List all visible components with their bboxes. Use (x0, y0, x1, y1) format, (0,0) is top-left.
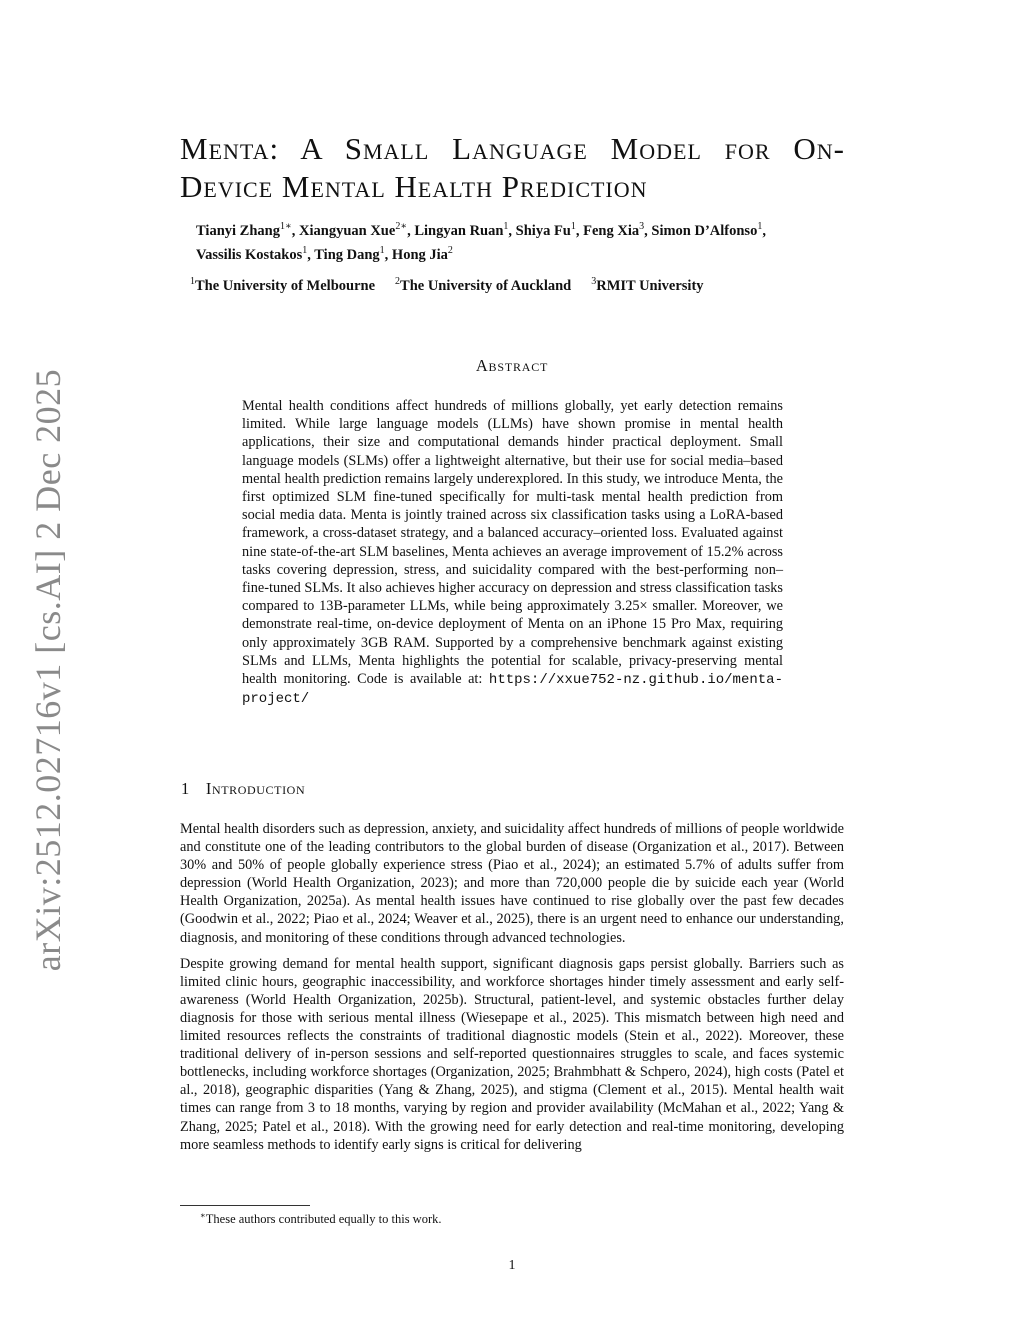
author-marks: 2 (447, 244, 453, 256)
author-marks: 1 (379, 244, 385, 256)
affiliation-mark: 2 (395, 276, 401, 287)
author-name: Hong Jia (391, 246, 448, 263)
author-name: Tianyi Zhang (196, 222, 280, 239)
footnote (200, 1210, 442, 1227)
author-marks: 1 (757, 221, 763, 232)
abstract-text (242, 397, 783, 708)
footnote-mark: ∗ (200, 1210, 206, 1220)
section-title: Introduction (205, 779, 306, 798)
paper-title (180, 130, 845, 206)
affiliation-item (395, 276, 571, 295)
author-name: Xiangyuan Xue (299, 222, 396, 239)
affiliation-name: The University of Auckland (400, 277, 572, 294)
affiliation-name: RMIT University (596, 277, 704, 294)
footnote-text: These authors contributed equally to this work. (205, 1212, 442, 1227)
introduction-body (180, 820, 844, 1162)
affiliation-item (190, 276, 375, 295)
author-list: Tianyi Zhang$^{1∗}$, Xiangyuan Xue$^{2∗}$, Lingyan Ruan$^1$, Shiya Fu$^1$, Feng Xia$^3$, Simon D’Alfonso$^1$, Vassilis Kostakos$^1$, Ting Dang$^1$, Hong Jia$^2$ (196, 221, 766, 263)
introduction-paragraph: Despite growing demand for mental health support, significant diagnosis gaps persist globally. Barriers such as limited clinic hours, geographic inaccessibility, and workforce shortages hinder timely assessment and early self-awareness (World Health Organization, 2025b). Structural, patient-level, and systemic obstacles further delay diagnosis for those with serious mental illness (Wiesepape et al., 2025). This mismatch between high need and limited resources reflects the constraints of traditional diagnostic models (Stein et al., 2022). Moreover, these traditional delivery of in-person sessions and self-reported questionnaires struggles to scale, and faces systemic bottlenecks, including workforce shortages (Organization, 2025; Brahmbhatt & Schpero, 2024), high costs (Patel et al., 2018), geographic disparities (Yang & Zhang, 2025), and stigma (Clement et al., 2015). Mental health wait times can range from 3 to 18 months, varying by region and provider availability (McMahan et al., 2022; Yang & Zhang, 2025; Patel et al., 2018). With the growing need for early detection and real-time monitoring, developing more seamless methods to identify early signs is critical for delivering (180, 955, 844, 1153)
author-marks: 2∗ (395, 221, 408, 232)
author-name: Vassilis Kostakos (196, 246, 303, 263)
affiliation-mark: 1 (190, 276, 195, 287)
section-heading-introduction (181, 779, 305, 799)
abstract-paragraph: Mental health conditions affect hundreds of millions globally, yet early detection remains limited. While large language models (LLMs) have shown promise in mental health applications, their size and computational demands hinder practical deployment. Small language models (SLMs) offer a lightweight alternative, but their use for social media–based mental health prediction remains largely underexplored. In this study, we introduce Menta, the first optimized SLM fine-tuned specifically for multi-task mental health prediction from social media data. Menta is jointly trained across six classification tasks using a LoRA-based framework, a cross-dataset strategy, and a balanced accuracy–oriented loss. Evaluated against nine state-of-the-art SLM baselines, Menta achieves an average improvement of 15.2% across tasks covering depression, stress, and suicidality compared with the best-performing non–fine-tuned SLMs. It also achieves higher accuracy on depression and stress classification tasks compared to 13B-parameter LLMs, while being approximately 3.25× smaller. Moreover, we demonstrate real-time, on-device deployment of Menta on an iPhone 15 Pro Max, requiring only approximately 3GB RAM. Supported by a comprehensive benchmark against existing SLMs and LLMs, Menta highlights the potential for scalable, privacy-preserving mental health monitoring. Code is available at: (242, 398, 783, 688)
author-name: Lingyan Ruan (414, 222, 504, 239)
paper-title-line-1: Menta: A Small Language Model for On- (180, 131, 845, 166)
author-marks: 3 (639, 221, 645, 232)
arxiv-identifier-stamp[interactable] (22, 360, 74, 980)
author-name: Shiya Fu (515, 222, 571, 239)
affiliation-item (591, 276, 703, 295)
author-name: Feng Xia (583, 222, 640, 239)
author-name: Ting Dang (314, 246, 380, 263)
author-marks: 1 (570, 221, 576, 232)
author-marks: 1∗ (279, 221, 292, 232)
paper-title-line-2: Device Mental Health Prediction (180, 169, 648, 204)
affiliation-name: The University of Melbourne (195, 277, 376, 294)
author-name: Simon D’Alfonso (651, 222, 758, 239)
author-marks: 1 (503, 221, 509, 232)
affiliation-list (190, 276, 830, 295)
project-code-link[interactable]: https://xxue752-nz.github.io/menta-project/ (242, 672, 783, 708)
author-marks: 1 (302, 244, 308, 256)
abstract-heading: Abstract (475, 356, 549, 375)
footnote-divider (180, 1205, 310, 1206)
section-number: 1 (181, 779, 190, 798)
affiliation-mark: 3 (591, 276, 597, 287)
arxiv-identifier-text: arXiv:2512.02716v1 [cs.AI] 2 Dec 2025 (28, 368, 68, 972)
introduction-paragraph: Mental health disorders such as depression, anxiety, and suicidality affect hundreds of millions of people worldwide and constitute one of the leading contributors to the global burden of disease (Organization et al., 2017). Between 30% and 50% of people globally experience stress (Piao et al., 2024); an estimated 5.7% of adults suffer from depression (World Health Organization, 2023); and more than 720,000 people die by suicide each year (World Health Organization, 2025a). As mental health issues have continued to rise globally over the past few decades (Goodwin et al., 2022; Piao et al., 2024; Weaver et al., 2025), there is an urgent need to enhance our understanding, diagnosis, and monitoring of these conditions through advanced technologies. (180, 821, 844, 946)
page-number: 1 (508, 1258, 516, 1273)
